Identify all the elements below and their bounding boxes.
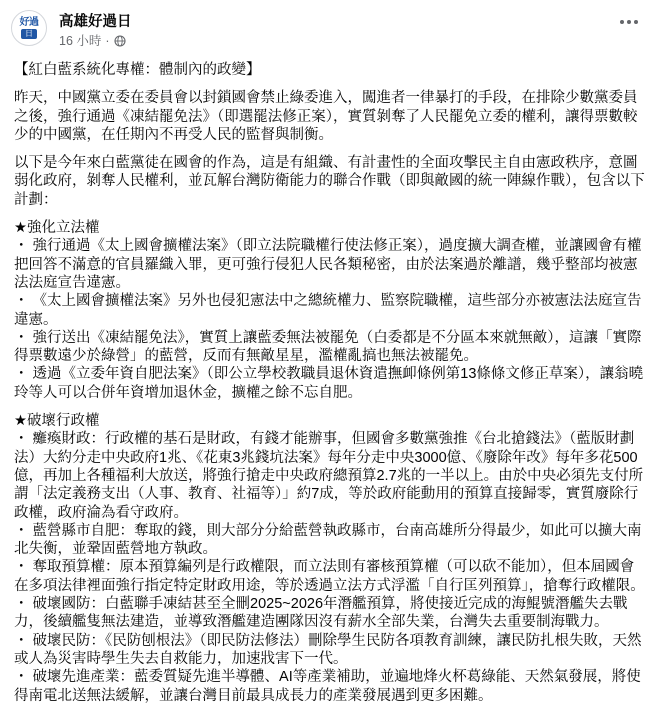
post-paragraph: 昨天，中國黨立委在委員會以封鎖國會禁止綠委進入，闖進者一律暴打的手段，在排除少數黨委員之後，強行通過《凍結罷免法》（即選罷法修正案），實質剝奪了人民罷免立委的權利，讓得票數較少的中國黨，在任期內不再受人民的監督與制衡。 bbox=[14, 90, 638, 143]
list-item: ・ 透過《立委年資自肥法案》（即公立學校教職員退休資遣撫卹條例第13條條文修正草案），讓翁曉玲等人可以合併年資增加退休金，擴權之餘不忘自肥。 bbox=[14, 366, 644, 401]
avatar-logo-bottom: 日 bbox=[21, 29, 37, 39]
avatar-logo-top: 好過 bbox=[19, 17, 39, 28]
list-item: ・ 奪取預算權：原本預算編列是行政權限，而立法則有審核預算權（可以砍不能加），但本屆國會在多項法律裡面強行指定特定財政用途，等於透過立法方式浮濫「自行匡列預算」，搶奪行政權限。 bbox=[14, 559, 645, 594]
page-avatar[interactable] bbox=[11, 10, 47, 46]
post-meta bbox=[59, 33, 126, 49]
list-item: ・ 《太上國會擴權法案》另外也侵犯憲法中之總統權力、監察院職權，這些部分亦被憲法法庭宣告違憲。 bbox=[14, 293, 642, 328]
list-item: ・ 破壞民防：《民防刨根法》（即民防法修法）刪除學生民防各項教育訓練，讓民防扎根失敗，天然或人為災害時學生失去自救能力，加速戕害下一代。 bbox=[14, 632, 642, 667]
page-name-link[interactable]: 高雄好過日 bbox=[59, 14, 132, 30]
section-legislative-power bbox=[14, 219, 646, 402]
list-item: ・ 強行送出《凍結罷免法》，實質上讓藍委無法被罷免（白委都是不分區本來就無敵），這讓「實際得票數遠少於綠營」的藍營，反而有無敵星星，濫權亂搞也無法被罷免。 bbox=[14, 329, 642, 365]
post-timestamp[interactable]: 16 小時 bbox=[59, 34, 102, 48]
list-item: ・ 癱瘓財政：行政權的基石是財政，有錢才能辦事，但國會多數黨強推《台北搶錢法》（藍版財劃法）大約分走中央政府1兆、《花東3兆錢坑法案》每年分走中央3000億、《廢除年改》每年多花500億，再加上各種福利大放送，將強行搶走中央政府總預算2.7兆的一半以上。由於中央必須先支付所謂「法定義務支出（人事、教育、社福等）」約7成，等於政府能動用的預算直接歸零，實質廢除行政權，政府淪為看守政府。 bbox=[14, 431, 644, 521]
meta-separator: · bbox=[105, 34, 110, 48]
more-horizontal-icon bbox=[619, 12, 639, 30]
globe-icon bbox=[114, 35, 126, 47]
list-item: ・ 藍營縣市自肥：奪取的錢，則大部分分給藍營執政縣市，台南高雄所分得最少，如此可以擴大南北失衡，並鞏固藍營地方執政。 bbox=[14, 522, 642, 558]
section-heading: ★破壞行政權 bbox=[14, 413, 100, 430]
list-item: ・ 破壞先進產業：藍委質疑先進半導體、AI等產業補助，並遍地烽火杯葛綠能、天然氣發展，將使得南電北送無法緩解，並讓台灣目前最具成長力的產業發展遇到更多困難。 bbox=[14, 669, 641, 704]
post-header bbox=[0, 0, 658, 56]
more-options-button[interactable] bbox=[616, 12, 642, 30]
post-title: 【紅白藍系統化專權：體制內的政變】 bbox=[14, 62, 261, 78]
post-paragraph: 以下是今年來白藍黨徒在國會的作為，這是有組織、有計畫性的全面攻擊民主自由憲政秩序，意圖弱化政府，剝奪人民權利，並瓦解台灣防衛能力的聯合作戰（即與敵國的統一陣線作戰），包含以下計劃： bbox=[14, 155, 645, 208]
list-item: ・ 破壞國防：白藍聯手凍結甚至全刪2025~2026年潛艦預算，將使接近完成的海鯤號潛艦失去戰力，後續艦隻無法建造，並導致潛艦建造團隊因沒有薪水全部失業，台灣失去重要制海戰力。 bbox=[14, 596, 628, 631]
post-body bbox=[14, 61, 646, 705]
list-item: ・ 強行通過《太上國會擴權法案》（即立法院職權行使法修正案），過度擴大調查權，並讓國會有權把回答不滿意的官員羅織入罪，更可強行侵犯人民各類秘密，由於法案過於離譜，幾乎整部均被憲法法庭宣告違憲。 bbox=[14, 238, 642, 291]
section-heading: ★強化立法權 bbox=[14, 220, 100, 237]
section-executive-power bbox=[14, 412, 646, 705]
